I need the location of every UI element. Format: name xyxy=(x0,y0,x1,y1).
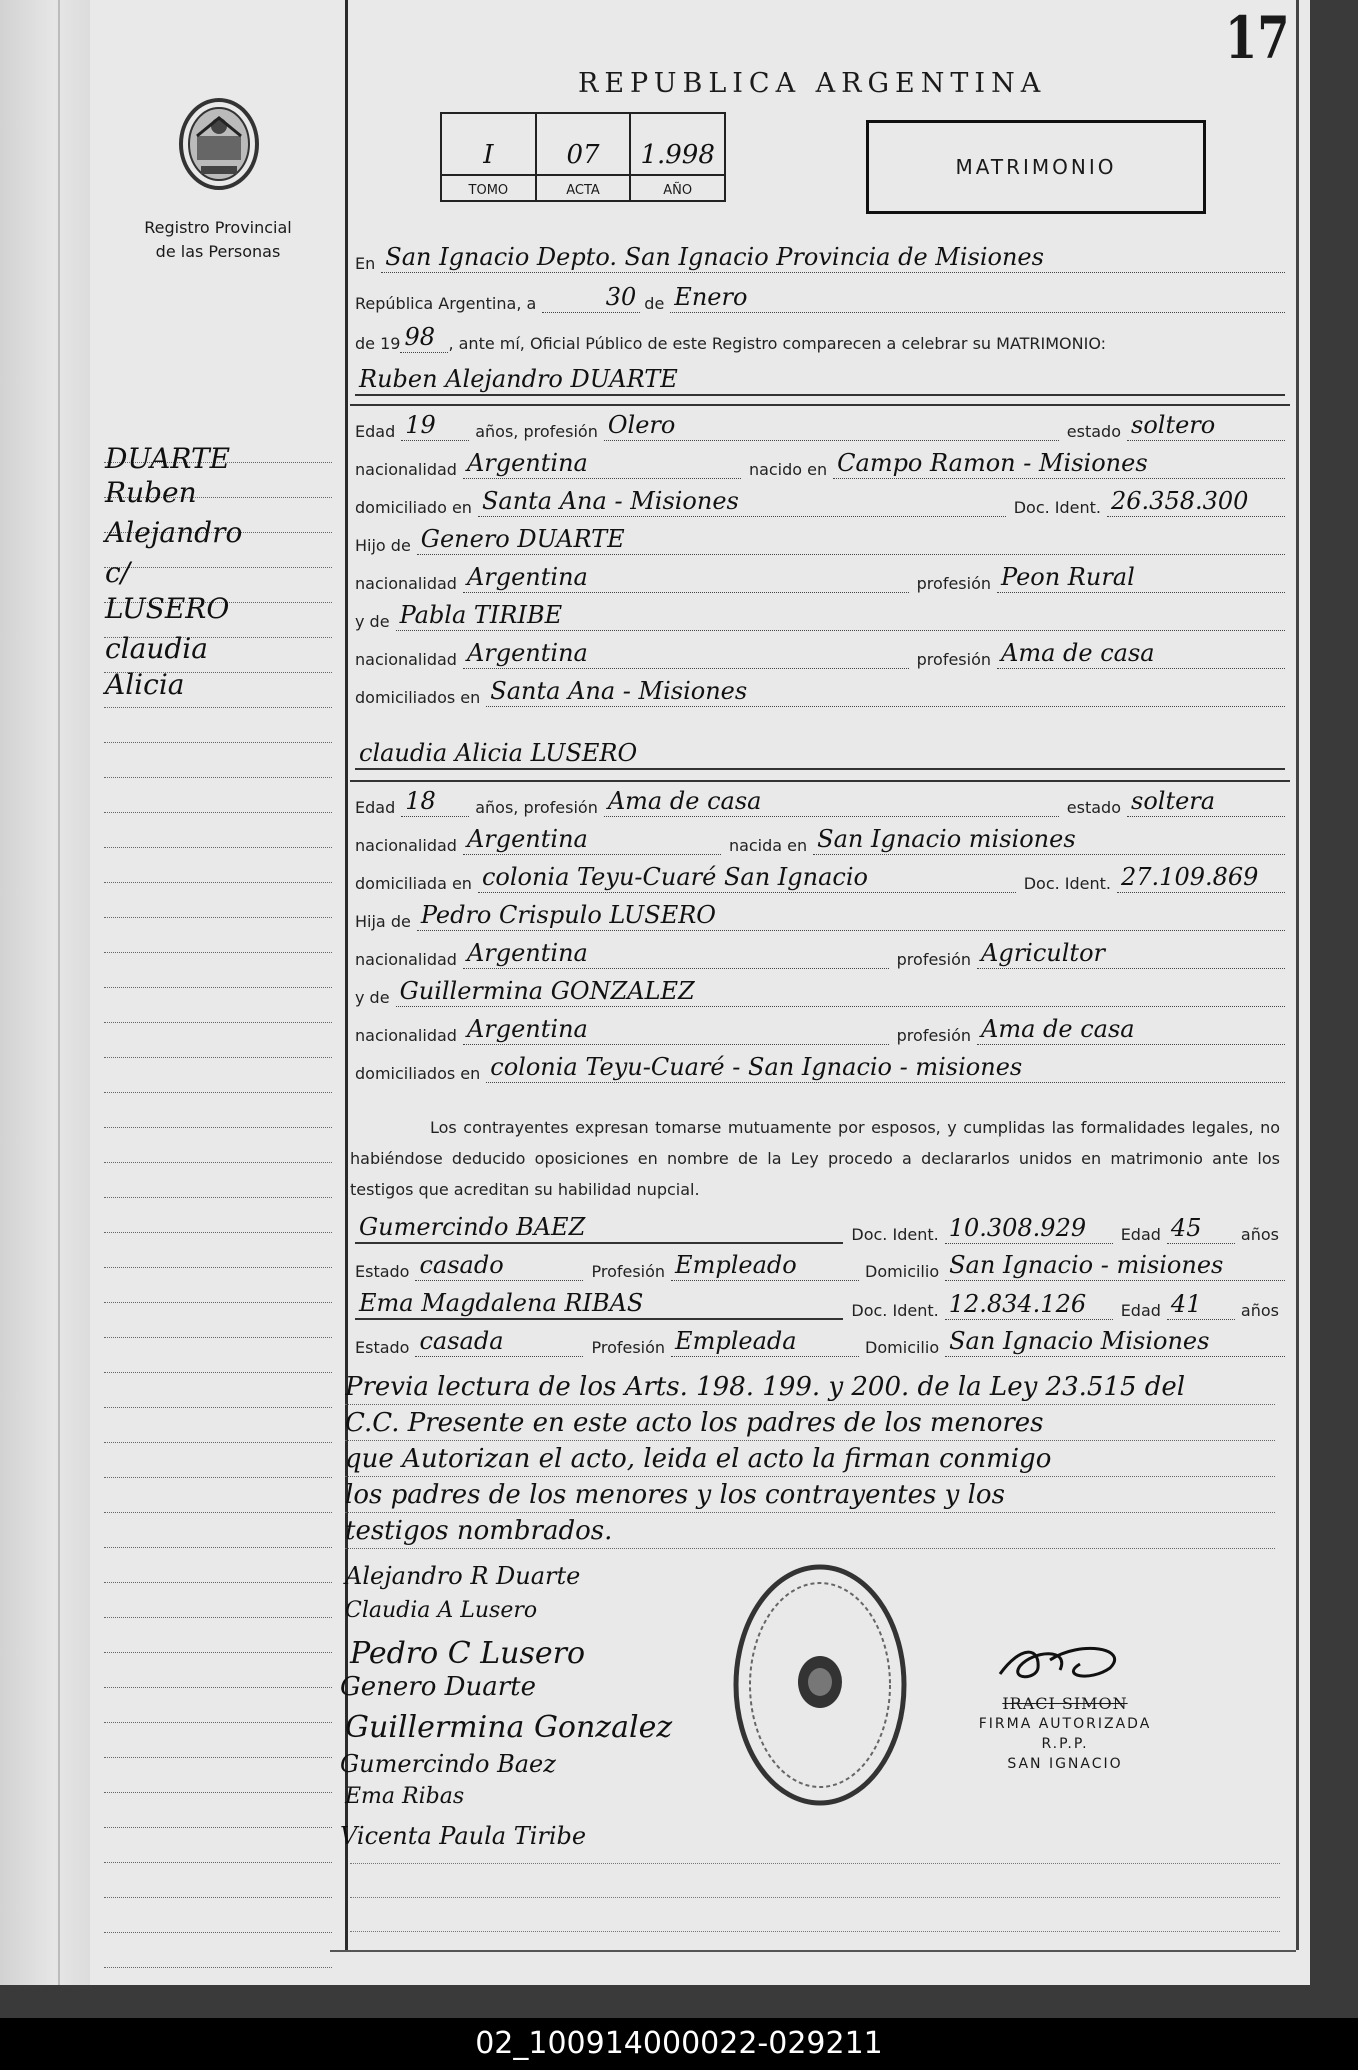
y-de-label: y de xyxy=(355,612,390,631)
bride-parents-address: colonia Teyu-Cuaré - San Ignacio - misiones xyxy=(486,1052,1285,1083)
domiciliados-label: domiciliados en xyxy=(355,688,481,707)
domiciliada-label: domiciliada en xyxy=(355,874,472,893)
groom-father-nationality: Argentina xyxy=(463,562,909,593)
bride-parents-address-row xyxy=(355,1052,1285,1083)
witness-2-status: casada xyxy=(415,1326,583,1357)
note-line: que Autorizan el acto, leida el acto la firman conmigo xyxy=(345,1442,1275,1477)
witness-1-status: casado xyxy=(415,1250,583,1281)
groom-name-row xyxy=(355,364,1285,396)
acta-value: 07 xyxy=(537,140,630,176)
registry-line-1: Registro Provincial xyxy=(144,218,292,237)
witness-1-age: 45 xyxy=(1167,1213,1235,1244)
ano-cell xyxy=(631,114,724,200)
signature: Alejandro R Duarte xyxy=(345,1562,581,1590)
signature: Guillermina Gonzalez xyxy=(345,1710,673,1745)
hija-label: Hija de xyxy=(355,912,411,931)
nacionalidad-label: nacionalidad xyxy=(355,836,457,855)
authorized-signature-block xyxy=(960,1640,1170,1774)
declaration-paragraph xyxy=(350,1112,1280,1205)
bride-address-row xyxy=(355,862,1285,893)
nacionalidad-label: nacionalidad xyxy=(355,460,457,479)
groom-father: Genero DUARTE xyxy=(417,524,1285,555)
margin-name-line: DUARTE xyxy=(105,442,231,475)
bride-nationality: Argentina xyxy=(463,824,721,855)
signature: Ema Ribas xyxy=(345,1784,465,1809)
year-value: 98 xyxy=(400,322,448,353)
signature: Pedro C Lusero xyxy=(350,1636,586,1671)
profesion-label: años, profesión xyxy=(475,798,598,817)
bride-address: colonia Teyu-Cuaré San Ignacio xyxy=(478,862,1016,893)
day-value: 30 xyxy=(542,282,640,313)
anos-label: años xyxy=(1240,1301,1279,1320)
note-line: Previa lectura de los Arts. 198. 199. y 200. de la Ley 23.515 del xyxy=(345,1370,1275,1405)
profesion-label: profesión xyxy=(916,574,991,593)
acta-label: ACTA xyxy=(566,183,600,198)
groom-doc: 26.358.300 xyxy=(1107,486,1285,517)
doc-label: Doc. Ident. xyxy=(1013,498,1101,517)
witness-2-doc: 12.834.126 xyxy=(945,1289,1113,1320)
margin-name-line: c/ xyxy=(105,556,131,589)
groom-mother-nat-row xyxy=(355,638,1285,669)
section-rule xyxy=(350,780,1290,782)
intro-date-row xyxy=(355,282,1285,313)
signature: Gumercindo Baez xyxy=(340,1750,556,1778)
witness-1-row xyxy=(355,1212,1285,1244)
blank-line xyxy=(350,1930,1280,1932)
estado-label: estado xyxy=(1066,422,1121,441)
groom-mother: Pabla TIRIBE xyxy=(396,600,1285,631)
official-name: IRACI SIMON xyxy=(1002,1694,1128,1713)
registry-line-2: de las Personas xyxy=(155,242,281,261)
groom-mother-nationality: Argentina xyxy=(463,638,909,669)
bride-mother-nat-row xyxy=(355,1014,1285,1045)
bride-birthplace: San Ignacio misiones xyxy=(813,824,1285,855)
groom-name: Ruben Alejandro DUARTE xyxy=(355,364,1285,396)
profesion-label: profesión xyxy=(916,650,991,669)
witness-2-profession: Empleada xyxy=(671,1326,859,1357)
bride-name: claudia Alicia LUSERO xyxy=(355,738,1285,770)
bride-mother-profession: Ama de casa xyxy=(977,1014,1285,1045)
estado-label: estado xyxy=(1066,798,1121,817)
statement-text: , ante mí, Oficial Público de este Registro comparecen a celebrar su MATRIMONIO: xyxy=(448,334,1107,353)
bride-nationality-row xyxy=(355,824,1285,855)
groom-mother-profession: Ama de casa xyxy=(997,638,1285,669)
witness-2-address: San Ignacio Misiones xyxy=(945,1326,1285,1357)
margin-name-line: claudia xyxy=(105,632,208,665)
signature: Vicenta Paula Tiribe xyxy=(340,1822,587,1850)
groom-age-row xyxy=(355,410,1285,441)
witness-2-age: 41 xyxy=(1167,1289,1235,1320)
domiciliado-label: domiciliado en xyxy=(355,498,472,517)
bride-profession: Ama de casa xyxy=(604,786,1059,817)
groom-parents-address: Santa Ana - Misiones xyxy=(486,676,1285,707)
page-number: 17 xyxy=(1225,4,1290,72)
groom-parents-address-row xyxy=(355,676,1285,707)
groom-nationality: Argentina xyxy=(463,448,741,479)
margin-name-line: Alejandro xyxy=(105,516,243,549)
bride-mother-row xyxy=(355,976,1285,1007)
de-label: de xyxy=(644,294,665,313)
note-line: los padres de los menores y los contrayentes y los xyxy=(345,1478,1275,1513)
y-de-label: y de xyxy=(355,988,390,1007)
intro-place-row xyxy=(355,242,1285,273)
bride-father-nat-row xyxy=(355,938,1285,969)
bride-father-row xyxy=(355,900,1285,931)
year-prefix: de 19 xyxy=(355,334,401,353)
groom-father-row xyxy=(355,524,1285,555)
profesion-label: Profesión xyxy=(591,1338,666,1357)
witness-2-row xyxy=(355,1288,1285,1320)
profesion-label: Profesión xyxy=(591,1262,666,1281)
hijo-label: Hijo de xyxy=(355,536,411,555)
intro-statement-row xyxy=(355,322,1285,353)
witness-1-doc: 10.308.929 xyxy=(945,1213,1113,1244)
domicilio-label: Domicilio xyxy=(865,1338,940,1357)
nacido-label: nacido en xyxy=(748,460,828,479)
bride-father-nationality: Argentina xyxy=(463,938,889,969)
domicilio-label: Domicilio xyxy=(865,1262,940,1281)
scan-identifier: 02_100914000022-029211 xyxy=(0,2018,1358,2070)
profesion-label: profesión xyxy=(896,950,971,969)
province-crest-icon xyxy=(177,96,261,192)
document-type-box: MATRIMONIO xyxy=(866,120,1206,214)
groom-status: soltero xyxy=(1127,410,1285,441)
bride-mother-nationality: Argentina xyxy=(463,1014,889,1045)
doc-label: Doc. Ident. xyxy=(1023,874,1111,893)
nacionalidad-label: nacionalidad xyxy=(355,650,457,669)
ano-label: AÑO xyxy=(663,183,693,198)
binding-fold xyxy=(58,0,60,1985)
margin-name-line: Alicia xyxy=(105,668,185,701)
en-label: En xyxy=(355,254,376,273)
groom-father-nat-row xyxy=(355,562,1285,593)
witness-1-details-row xyxy=(355,1250,1285,1281)
signature: Claudia A Lusero xyxy=(345,1598,538,1623)
declaration-text: Los contrayentes expresan tomarse mutuamente por esposos, y cumplidas las formalidades legales, no habiéndose deducido oposiciones en nombre de la Ley procedo a declararlos unidos en matrimonio ante los testigos que acreditan su habilidad nupcial. xyxy=(350,1118,1280,1199)
tomo-label: TOMO xyxy=(468,183,509,198)
tomo-value: I xyxy=(442,140,535,176)
witness-1-profession: Empleado xyxy=(671,1250,859,1281)
signature: Genero Duarte xyxy=(340,1672,536,1702)
margin-divider xyxy=(345,0,348,1950)
official-title: FIRMA AUTORIZADA xyxy=(978,1716,1152,1732)
month-value: Enero xyxy=(670,282,1285,313)
groom-nationality-row xyxy=(355,448,1285,479)
nacionalidad-label: nacionalidad xyxy=(355,950,457,969)
bottom-border xyxy=(330,1950,1296,1952)
bride-age: 18 xyxy=(401,786,469,817)
bride-father: Pedro Crispulo LUSERO xyxy=(417,900,1285,931)
country-title: REPUBLICA ARGENTINA xyxy=(578,68,1047,99)
blank-line xyxy=(350,1862,1280,1864)
blank-line xyxy=(350,1896,1280,1898)
official-signature-icon xyxy=(990,1640,1140,1688)
edad-label: Edad xyxy=(355,798,396,817)
edad-label: Edad xyxy=(1120,1301,1161,1320)
bride-age-row xyxy=(355,786,1285,817)
estado-label: Estado xyxy=(355,1262,410,1281)
binding-strip xyxy=(0,0,90,1985)
witness-2-name: Ema Magdalena RIBAS xyxy=(355,1288,843,1320)
bride-doc: 27.109.869 xyxy=(1117,862,1285,893)
doc-label: Doc. Ident. xyxy=(851,1301,939,1320)
registry-name xyxy=(118,216,318,264)
section-rule xyxy=(350,404,1290,406)
edad-label: Edad xyxy=(1120,1225,1161,1244)
domiciliados-label: domiciliados en xyxy=(355,1064,481,1083)
bride-mother: Guillermina GONZALEZ xyxy=(396,976,1285,1007)
margin-name-line: Ruben xyxy=(105,476,197,509)
margin-name-line: LUSERO xyxy=(105,592,230,625)
witness-2-details-row xyxy=(355,1326,1285,1357)
bride-father-profession: Agricultor xyxy=(977,938,1285,969)
profesion-label: años, profesión xyxy=(475,422,598,441)
groom-father-profession: Peon Rural xyxy=(997,562,1285,593)
right-border xyxy=(1296,0,1299,1950)
note-line: testigos nombrados. xyxy=(345,1514,1275,1549)
tomo-cell xyxy=(442,114,537,200)
republic-label: República Argentina, a xyxy=(355,294,537,313)
anos-label: años xyxy=(1240,1225,1279,1244)
witness-1-address: San Ignacio - misiones xyxy=(945,1250,1285,1281)
doc-label: Doc. Ident. xyxy=(851,1225,939,1244)
ano-value: 1.998 xyxy=(631,140,724,176)
bride-name-row xyxy=(355,738,1285,770)
acta-cell xyxy=(537,114,632,200)
groom-address: Santa Ana - Misiones xyxy=(478,486,1006,517)
place-value: San Ignacio Depto. San Ignacio Provincia de Misiones xyxy=(381,242,1285,273)
profesion-label: profesión xyxy=(896,1026,971,1045)
groom-address-row xyxy=(355,486,1285,517)
nacionalidad-label: nacionalidad xyxy=(355,574,457,593)
official-registry: R.P.P. xyxy=(1041,1736,1089,1752)
record-reference-box xyxy=(440,112,726,202)
groom-birthplace: Campo Ramon - Misiones xyxy=(833,448,1285,479)
groom-age: 19 xyxy=(401,410,469,441)
estado-label: Estado xyxy=(355,1338,410,1357)
edad-label: Edad xyxy=(355,422,396,441)
official-seal-icon xyxy=(730,1560,910,1810)
witness-1-name: Gumercindo BAEZ xyxy=(355,1212,843,1244)
note-line: C.C. Presente en este acto los padres de los menores xyxy=(345,1406,1275,1441)
nacionalidad-label: nacionalidad xyxy=(355,1026,457,1045)
official-location: SAN IGNACIO xyxy=(1007,1756,1123,1772)
groom-mother-row xyxy=(355,600,1285,631)
nacida-label: nacida en xyxy=(728,836,808,855)
bride-status: soltera xyxy=(1127,786,1285,817)
groom-profession: Olero xyxy=(604,410,1059,441)
